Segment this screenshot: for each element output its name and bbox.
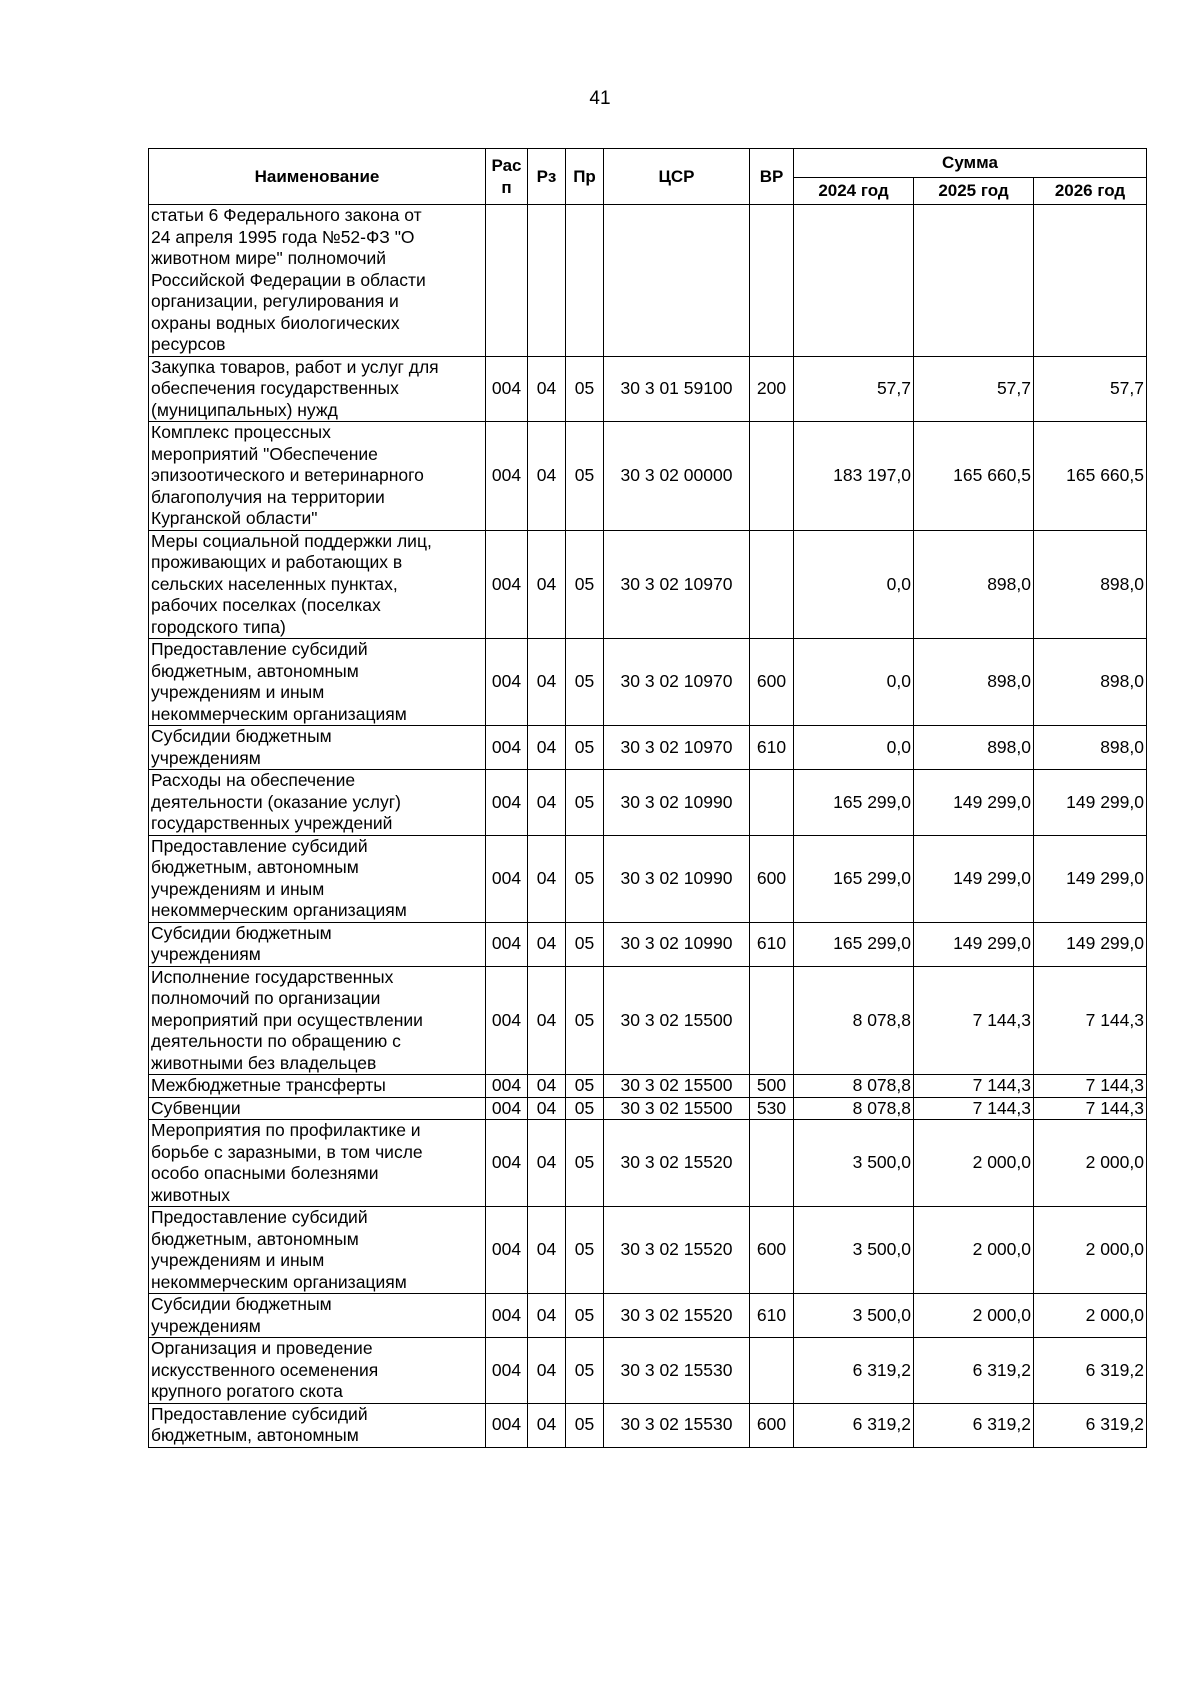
cell-pr: 05 — [566, 639, 604, 726]
cell-pr: 05 — [566, 1075, 604, 1098]
cell-2024: 57,7 — [794, 356, 914, 422]
cell-rasp: 004 — [486, 1075, 528, 1098]
table-row — [149, 1120, 1147, 1207]
cell-name: Субвенции — [149, 1097, 486, 1120]
cell-vr — [750, 205, 794, 357]
cell-name: Предоставление субсидий бюджетным, автономным учреждениям и иным некоммерческим организациям — [149, 639, 486, 726]
header-vr: ВР — [750, 149, 794, 205]
cell-rasp: 004 — [486, 1338, 528, 1404]
cell-rasp: 004 — [486, 639, 528, 726]
cell-rasp: 004 — [486, 966, 528, 1075]
cell-name: Предоставление субсидий бюджетным, автономным учреждениям и иным некоммерческим организациям — [149, 1207, 486, 1294]
cell-pr: 05 — [566, 770, 604, 836]
cell-2026: 7 144,3 — [1034, 966, 1147, 1075]
cell-vr — [750, 422, 794, 531]
cell-2024: 3 500,0 — [794, 1294, 914, 1338]
cell-name: Закупка товаров, работ и услуг для обеспечения государственных (муниципальных) нужд — [149, 356, 486, 422]
budget-table — [148, 148, 1147, 1448]
cell-rasp: 004 — [486, 726, 528, 770]
cell-2024: 165 299,0 — [794, 922, 914, 966]
cell-2024: 0,0 — [794, 639, 914, 726]
cell-vr: 610 — [750, 726, 794, 770]
cell-pr: 05 — [566, 966, 604, 1075]
cell-rz: 04 — [528, 770, 566, 836]
cell-2026: 6 319,2 — [1034, 1338, 1147, 1404]
cell-vr — [750, 1120, 794, 1207]
cell-rasp: 004 — [486, 835, 528, 922]
cell-2025: 2 000,0 — [914, 1120, 1034, 1207]
cell-vr: 530 — [750, 1097, 794, 1120]
cell-2026: 7 144,3 — [1034, 1075, 1147, 1098]
cell-2025: 149 299,0 — [914, 770, 1034, 836]
cell-name: Субсидии бюджетным учреждениям — [149, 726, 486, 770]
cell-2026: 57,7 — [1034, 356, 1147, 422]
cell-pr: 05 — [566, 1294, 604, 1338]
cell-rz: 04 — [528, 1207, 566, 1294]
cell-csr: 30 3 01 59100 — [604, 356, 750, 422]
cell-2026: 149 299,0 — [1034, 835, 1147, 922]
cell-csr: 30 3 02 10970 — [604, 639, 750, 726]
cell-csr: 30 3 02 00000 — [604, 422, 750, 531]
cell-2025: 7 144,3 — [914, 966, 1034, 1075]
cell-2024: 0,0 — [794, 530, 914, 639]
cell-name: Расходы на обеспечение деятельности (оказание услуг) государственных учреждений — [149, 770, 486, 836]
cell-2025: 898,0 — [914, 726, 1034, 770]
cell-2025: 898,0 — [914, 639, 1034, 726]
cell-rasp: 004 — [486, 1207, 528, 1294]
cell-2026: 898,0 — [1034, 639, 1147, 726]
cell-2025: 7 144,3 — [914, 1097, 1034, 1120]
cell-2025: 898,0 — [914, 530, 1034, 639]
cell-rasp: 004 — [486, 770, 528, 836]
cell-2025: 2 000,0 — [914, 1294, 1034, 1338]
cell-name: статьи 6 Федерального закона от 24 апреля 1995 года №52-ФЗ "О животном мире" полномочий Российской Федерации в области организации, регулирования и охраны водных биологических ресурсов — [149, 205, 486, 357]
cell-rz: 04 — [528, 639, 566, 726]
cell-2024: 8 078,8 — [794, 966, 914, 1075]
cell-2024: 165 299,0 — [794, 770, 914, 836]
cell-vr — [750, 966, 794, 1075]
cell-name: Мероприятия по профилактике и борьбе с заразными, в том числе особо опасными болезнями животных — [149, 1120, 486, 1207]
cell-vr: 600 — [750, 835, 794, 922]
cell-rz: 04 — [528, 530, 566, 639]
cell-pr — [566, 205, 604, 357]
table-row — [149, 1075, 1147, 1098]
cell-csr: 30 3 02 15500 — [604, 1097, 750, 1120]
cell-pr: 05 — [566, 356, 604, 422]
cell-rz: 04 — [528, 1403, 566, 1447]
cell-rz: 04 — [528, 726, 566, 770]
cell-rz: 04 — [528, 835, 566, 922]
cell-name: Меры социальной поддержки лиц, проживающих и работающих в сельских населенных пунктах, рабочих поселках (поселках городского типа) — [149, 530, 486, 639]
cell-rasp — [486, 205, 528, 357]
table-row — [149, 1403, 1147, 1447]
cell-pr: 05 — [566, 1120, 604, 1207]
cell-2026: 898,0 — [1034, 726, 1147, 770]
cell-2024: 165 299,0 — [794, 835, 914, 922]
cell-2024: 8 078,8 — [794, 1097, 914, 1120]
cell-rz: 04 — [528, 1097, 566, 1120]
cell-rz: 04 — [528, 1075, 566, 1098]
cell-2026: 2 000,0 — [1034, 1120, 1147, 1207]
cell-pr: 05 — [566, 1097, 604, 1120]
table-row — [149, 726, 1147, 770]
cell-pr: 05 — [566, 1403, 604, 1447]
cell-vr: 500 — [750, 1075, 794, 1098]
cell-rasp: 004 — [486, 1403, 528, 1447]
cell-csr: 30 3 02 10970 — [604, 530, 750, 639]
header-csr: ЦСР — [604, 149, 750, 205]
cell-name: Субсидии бюджетным учреждениям — [149, 922, 486, 966]
cell-csr: 30 3 02 15520 — [604, 1294, 750, 1338]
cell-rasp: 004 — [486, 530, 528, 639]
table-row — [149, 835, 1147, 922]
table-row — [149, 530, 1147, 639]
cell-csr: 30 3 02 10990 — [604, 835, 750, 922]
cell-vr: 600 — [750, 639, 794, 726]
cell-rasp: 004 — [486, 922, 528, 966]
table-row — [149, 422, 1147, 531]
table-row — [149, 1097, 1147, 1120]
cell-name: Предоставление субсидий бюджетным, автономным — [149, 1403, 486, 1447]
cell-pr: 05 — [566, 530, 604, 639]
cell-rz: 04 — [528, 1338, 566, 1404]
cell-vr — [750, 770, 794, 836]
cell-2025: 165 660,5 — [914, 422, 1034, 531]
cell-csr: 30 3 02 15530 — [604, 1338, 750, 1404]
cell-2026: 165 660,5 — [1034, 422, 1147, 531]
header-2024: 2024 год — [794, 178, 914, 205]
cell-csr: 30 3 02 15530 — [604, 1403, 750, 1447]
table-row — [149, 1207, 1147, 1294]
table-row — [149, 639, 1147, 726]
cell-csr: 30 3 02 10990 — [604, 770, 750, 836]
cell-2024: 3 500,0 — [794, 1120, 914, 1207]
header-name: Наименование — [149, 149, 486, 205]
cell-2026: 2 000,0 — [1034, 1207, 1147, 1294]
cell-pr: 05 — [566, 422, 604, 531]
cell-csr: 30 3 02 10990 — [604, 922, 750, 966]
cell-pr: 05 — [566, 922, 604, 966]
header-sum: Сумма — [794, 149, 1147, 178]
table-row — [149, 205, 1147, 357]
header-2025: 2025 год — [914, 178, 1034, 205]
cell-2025: 149 299,0 — [914, 835, 1034, 922]
cell-2026 — [1034, 205, 1147, 357]
cell-csr — [604, 205, 750, 357]
cell-csr: 30 3 02 15500 — [604, 1075, 750, 1098]
cell-2025: 6 319,2 — [914, 1403, 1034, 1447]
table-row — [149, 770, 1147, 836]
cell-rz: 04 — [528, 922, 566, 966]
cell-vr — [750, 530, 794, 639]
cell-vr: 610 — [750, 922, 794, 966]
cell-2025: 57,7 — [914, 356, 1034, 422]
cell-rasp: 004 — [486, 1294, 528, 1338]
cell-name: Комплекс процессных мероприятий "Обеспечение эпизоотического и ветеринарного благополучия на территории Курганской области" — [149, 422, 486, 531]
cell-2026: 898,0 — [1034, 530, 1147, 639]
cell-rz: 04 — [528, 422, 566, 531]
cell-csr: 30 3 02 15520 — [604, 1120, 750, 1207]
cell-2026: 149 299,0 — [1034, 770, 1147, 836]
cell-rz: 04 — [528, 1294, 566, 1338]
cell-2026: 7 144,3 — [1034, 1097, 1147, 1120]
cell-2026: 2 000,0 — [1034, 1294, 1147, 1338]
table-header — [149, 149, 1147, 205]
cell-vr — [750, 1338, 794, 1404]
cell-2026: 149 299,0 — [1034, 922, 1147, 966]
cell-name: Субсидии бюджетным учреждениям — [149, 1294, 486, 1338]
cell-rasp: 004 — [486, 1120, 528, 1207]
cell-vr: 600 — [750, 1207, 794, 1294]
cell-2025: 7 144,3 — [914, 1075, 1034, 1098]
cell-csr: 30 3 02 15500 — [604, 966, 750, 1075]
cell-2025: 2 000,0 — [914, 1207, 1034, 1294]
header-rz: Рз — [528, 149, 566, 205]
cell-rz: 04 — [528, 1120, 566, 1207]
cell-2026: 6 319,2 — [1034, 1403, 1147, 1447]
cell-name: Организация и проведение искусственного осеменения крупного рогатого скота — [149, 1338, 486, 1404]
cell-name: Межбюджетные трансферты — [149, 1075, 486, 1098]
cell-pr: 05 — [566, 726, 604, 770]
page-number: 41 — [589, 88, 611, 109]
cell-pr: 05 — [566, 835, 604, 922]
cell-2024: 3 500,0 — [794, 1207, 914, 1294]
cell-rasp: 004 — [486, 422, 528, 531]
cell-2025: 6 319,2 — [914, 1338, 1034, 1404]
table-body — [149, 205, 1147, 1448]
cell-2024 — [794, 205, 914, 357]
table-row — [149, 922, 1147, 966]
cell-2025: 149 299,0 — [914, 922, 1034, 966]
header-pr: Пр — [566, 149, 604, 205]
table-row — [149, 966, 1147, 1075]
cell-pr: 05 — [566, 1338, 604, 1404]
table-row — [149, 1338, 1147, 1404]
cell-2024: 183 197,0 — [794, 422, 914, 531]
cell-name: Исполнение государственных полномочий по организации мероприятий при осуществлении деятельности по обращению с животными без владельцев — [149, 966, 486, 1075]
cell-pr: 05 — [566, 1207, 604, 1294]
cell-rasp: 004 — [486, 1097, 528, 1120]
cell-vr: 200 — [750, 356, 794, 422]
cell-2024: 8 078,8 — [794, 1075, 914, 1098]
cell-rz: 04 — [528, 966, 566, 1075]
cell-rasp: 004 — [486, 356, 528, 422]
header-2026: 2026 год — [1034, 178, 1147, 205]
table-row — [149, 356, 1147, 422]
cell-rz: 04 — [528, 356, 566, 422]
cell-name: Предоставление субсидий бюджетным, автономным учреждениям и иным некоммерческим организациям — [149, 835, 486, 922]
cell-rz — [528, 205, 566, 357]
cell-2024: 0,0 — [794, 726, 914, 770]
cell-vr: 600 — [750, 1403, 794, 1447]
cell-2024: 6 319,2 — [794, 1338, 914, 1404]
cell-2025 — [914, 205, 1034, 357]
cell-csr: 30 3 02 10970 — [604, 726, 750, 770]
cell-csr: 30 3 02 15520 — [604, 1207, 750, 1294]
cell-vr: 610 — [750, 1294, 794, 1338]
cell-2024: 6 319,2 — [794, 1403, 914, 1447]
header-rasp: Рас п — [486, 149, 528, 205]
table-row — [149, 1294, 1147, 1338]
